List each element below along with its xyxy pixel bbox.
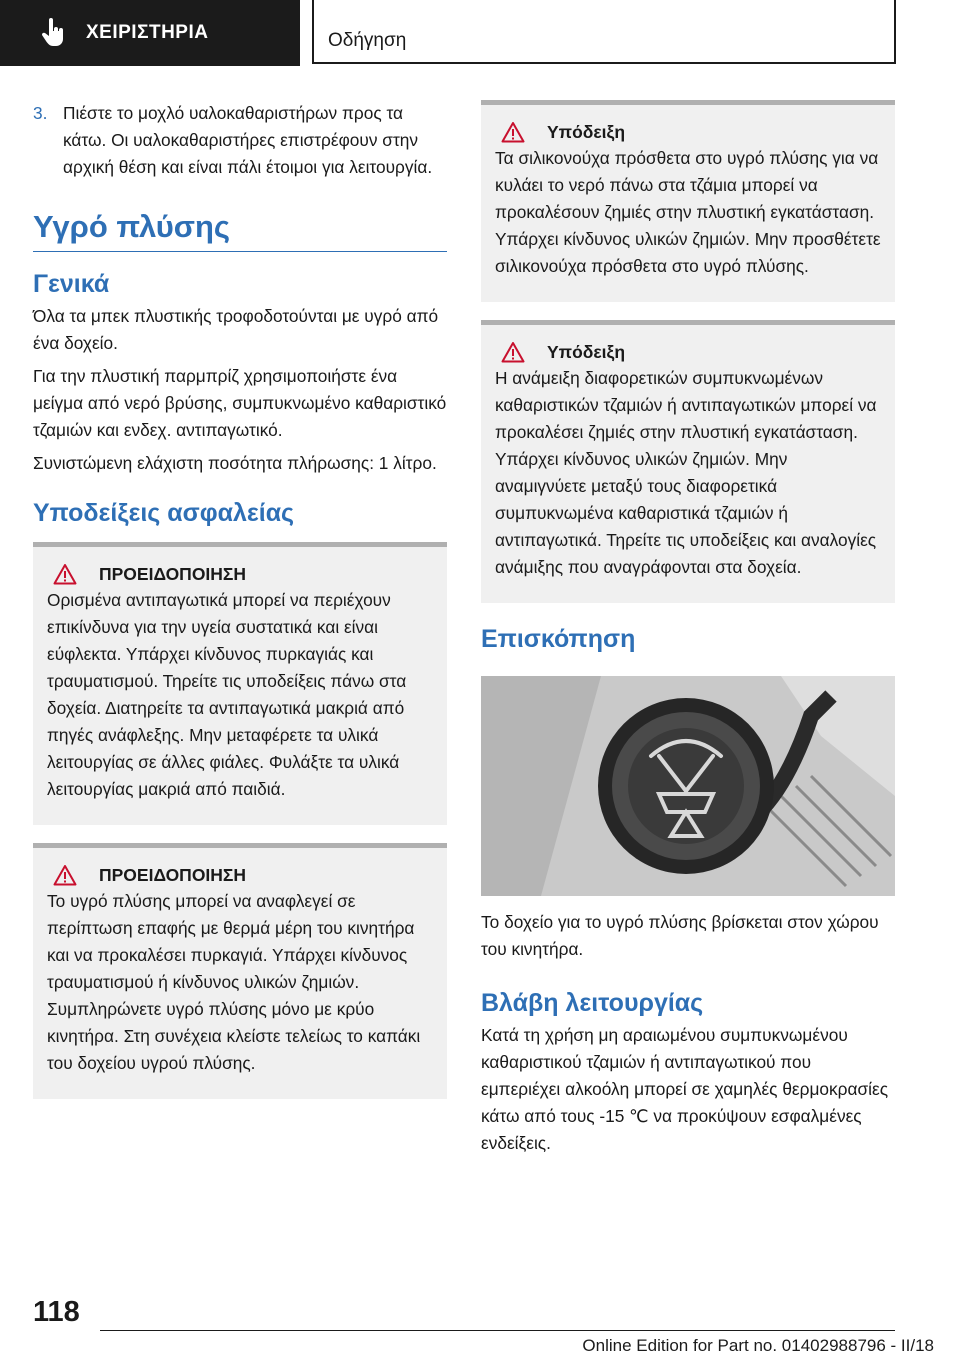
subheading-safety: Υποδείξεις ασφαλείας	[33, 499, 295, 527]
subheading-general: Γενικά	[33, 270, 110, 298]
malfunction-text: Κατά τη χρήση μη αραιωμένου συμπυκνωμένου καθαριστικού τζαμιών ή αντιπαγωτικού που εμπεριέχει αλκοόλη μπορεί σε χαμηλές θερμοκρασίες κάτω από τους -15 ℃ να προκύψουν εσφαλμένες ενδείξεις.	[481, 1025, 889, 1153]
section-header	[312, 0, 896, 64]
caution-triangle-icon	[501, 341, 525, 363]
note-title: Υπόδειξη	[547, 341, 626, 362]
warning-title: ΠΡΟΕΙΔΟΠΟΙΗΣΗ	[99, 563, 247, 584]
warning-triangle-icon	[53, 563, 77, 585]
warning-triangle-icon	[53, 864, 77, 886]
note-title: Υπόδειξη	[547, 121, 626, 142]
caution-triangle-icon	[501, 121, 525, 143]
general-paragraph-1: Όλα τα μπεκ πλυστικής τροφοδοτούνται με υγρό από ένα δοχείο.	[33, 306, 439, 353]
chapter-tab[interactable]	[0, 0, 300, 66]
washer-reservoir-photo	[481, 676, 895, 896]
note-text: Η ανάμειξη διαφορετικών συμπυκνωμένων καθαριστικών τζαμιών ή αντιπαγωτικών μπορεί να προκαλέσει ζημιές στην πλυστική εγκατάσταση. Υπάρχει κίνδυνος υλικών ζημιών. Μην αναμιγνύετε μεταξύ τους διαφορετικά συμπυκνωμένα καθαριστικά τζαμιών ή αντιπαγωτικά. Τηρείτε τις υποδείξεις και αναλογίες ανάμιξης που αναγράφονται στα δοχεία.	[495, 368, 877, 577]
warning-box	[33, 843, 447, 1099]
edition-text: Online Edition for Part no. 01402988796 - II/18	[582, 1336, 934, 1355]
note-box	[481, 100, 895, 302]
chapter-tab-label: ΧΕΙΡΙΣΤΗΡΙΑ	[86, 22, 209, 43]
photo-caption: Το δοχείο για το υγρό πλύσης βρίσκεται στον χώρου του κινητήρα.	[481, 912, 879, 959]
general-paragraph-2: Για την πλυστική παρμπρίζ χρησιμοποιήστε ένα μείγμα από νερό βρύσης, συμπυκνωμένο καθαριστικό τζαμιών και ενδεχ. αντιπαγωτικό.	[33, 366, 447, 440]
step-text: Πιέστε το μοχλό υαλοκαθαριστήρων προς τα κάτω. Οι υαλοκαθαριστήρες επιστρέφουν στην αρχική θέση και είναι πάλι έτοιμοι για λειτουργία.	[63, 103, 433, 177]
note-box	[481, 320, 895, 603]
subheading-malfunction: Βλάβη λειτουργίας	[481, 989, 704, 1017]
warning-text: Το υγρό πλύσης μπορεί να αναφλεγεί σε περίπτωση επαφής με θερμά μέρη του κινητήρα και να προκαλέσει πυρκαγιά. Υπάρχει κίνδυνος τραυματισμού ή κίνδυνος υλικών ζημιών. Συμπληρώνετε υγρό πλύσης μόνο με κρύο κινητήρα. Στη συνέχεια κλείστε τελείως το καπάκι του δοχείου υγρού πλύσης.	[47, 891, 421, 1073]
subheading-overview: Επισκόπηση	[481, 625, 636, 653]
right-column	[481, 100, 895, 1163]
step-item	[33, 100, 447, 181]
hand-pointer-icon	[40, 18, 66, 48]
left-column	[33, 100, 447, 1117]
warning-box	[33, 542, 447, 825]
note-text: Τα σιλικονούχα πρόσθετα στο υγρό πλύσης για να κυλάει το νερό πάνω στα τζάμια μπορεί να προκαλέσουν ζημιές στην πλυστική εγκατάσταση. Υπάρχει κίνδυνος υλικών ζημιών. Μην προσθέτετε σιλικονούχα πρόσθετα στο υγρό πλύσης.	[495, 148, 881, 276]
footer-divider	[100, 1330, 895, 1331]
heading-washer-fluid: Υγρό πλύσης	[33, 209, 447, 252]
page-number: 118	[33, 1296, 80, 1328]
step-number: 3.	[33, 103, 48, 123]
warning-text: Ορισμένα αντιπαγωτικά μπορεί να περιέχουν επικίνδυνα για την υγεία συστατικά και είναι εύφλεκτα. Υπάρχει κίνδυνος πυρκαγιάς και τραυματισμού. Τηρείτε τις υποδείξεις πάνω στα δοχεία. Διατηρείτε τα αντιπαγωτικά μακριά από πηγές ανάφλεξης. Μην μεταφέρετε τα υλικά λειτουργίας σε άλλες φιάλες. Φυλάξτε τα υλικά λειτουργίας μακριά από παιδιά.	[47, 590, 407, 799]
section-label: Οδήγηση	[328, 30, 407, 51]
warning-title: ΠΡΟΕΙΔΟΠΟΙΗΣΗ	[99, 864, 247, 885]
general-paragraph-3: Συνιστώμενη ελάχιστη ποσότητα πλήρωσης: 1 λίτρο.	[33, 453, 437, 473]
